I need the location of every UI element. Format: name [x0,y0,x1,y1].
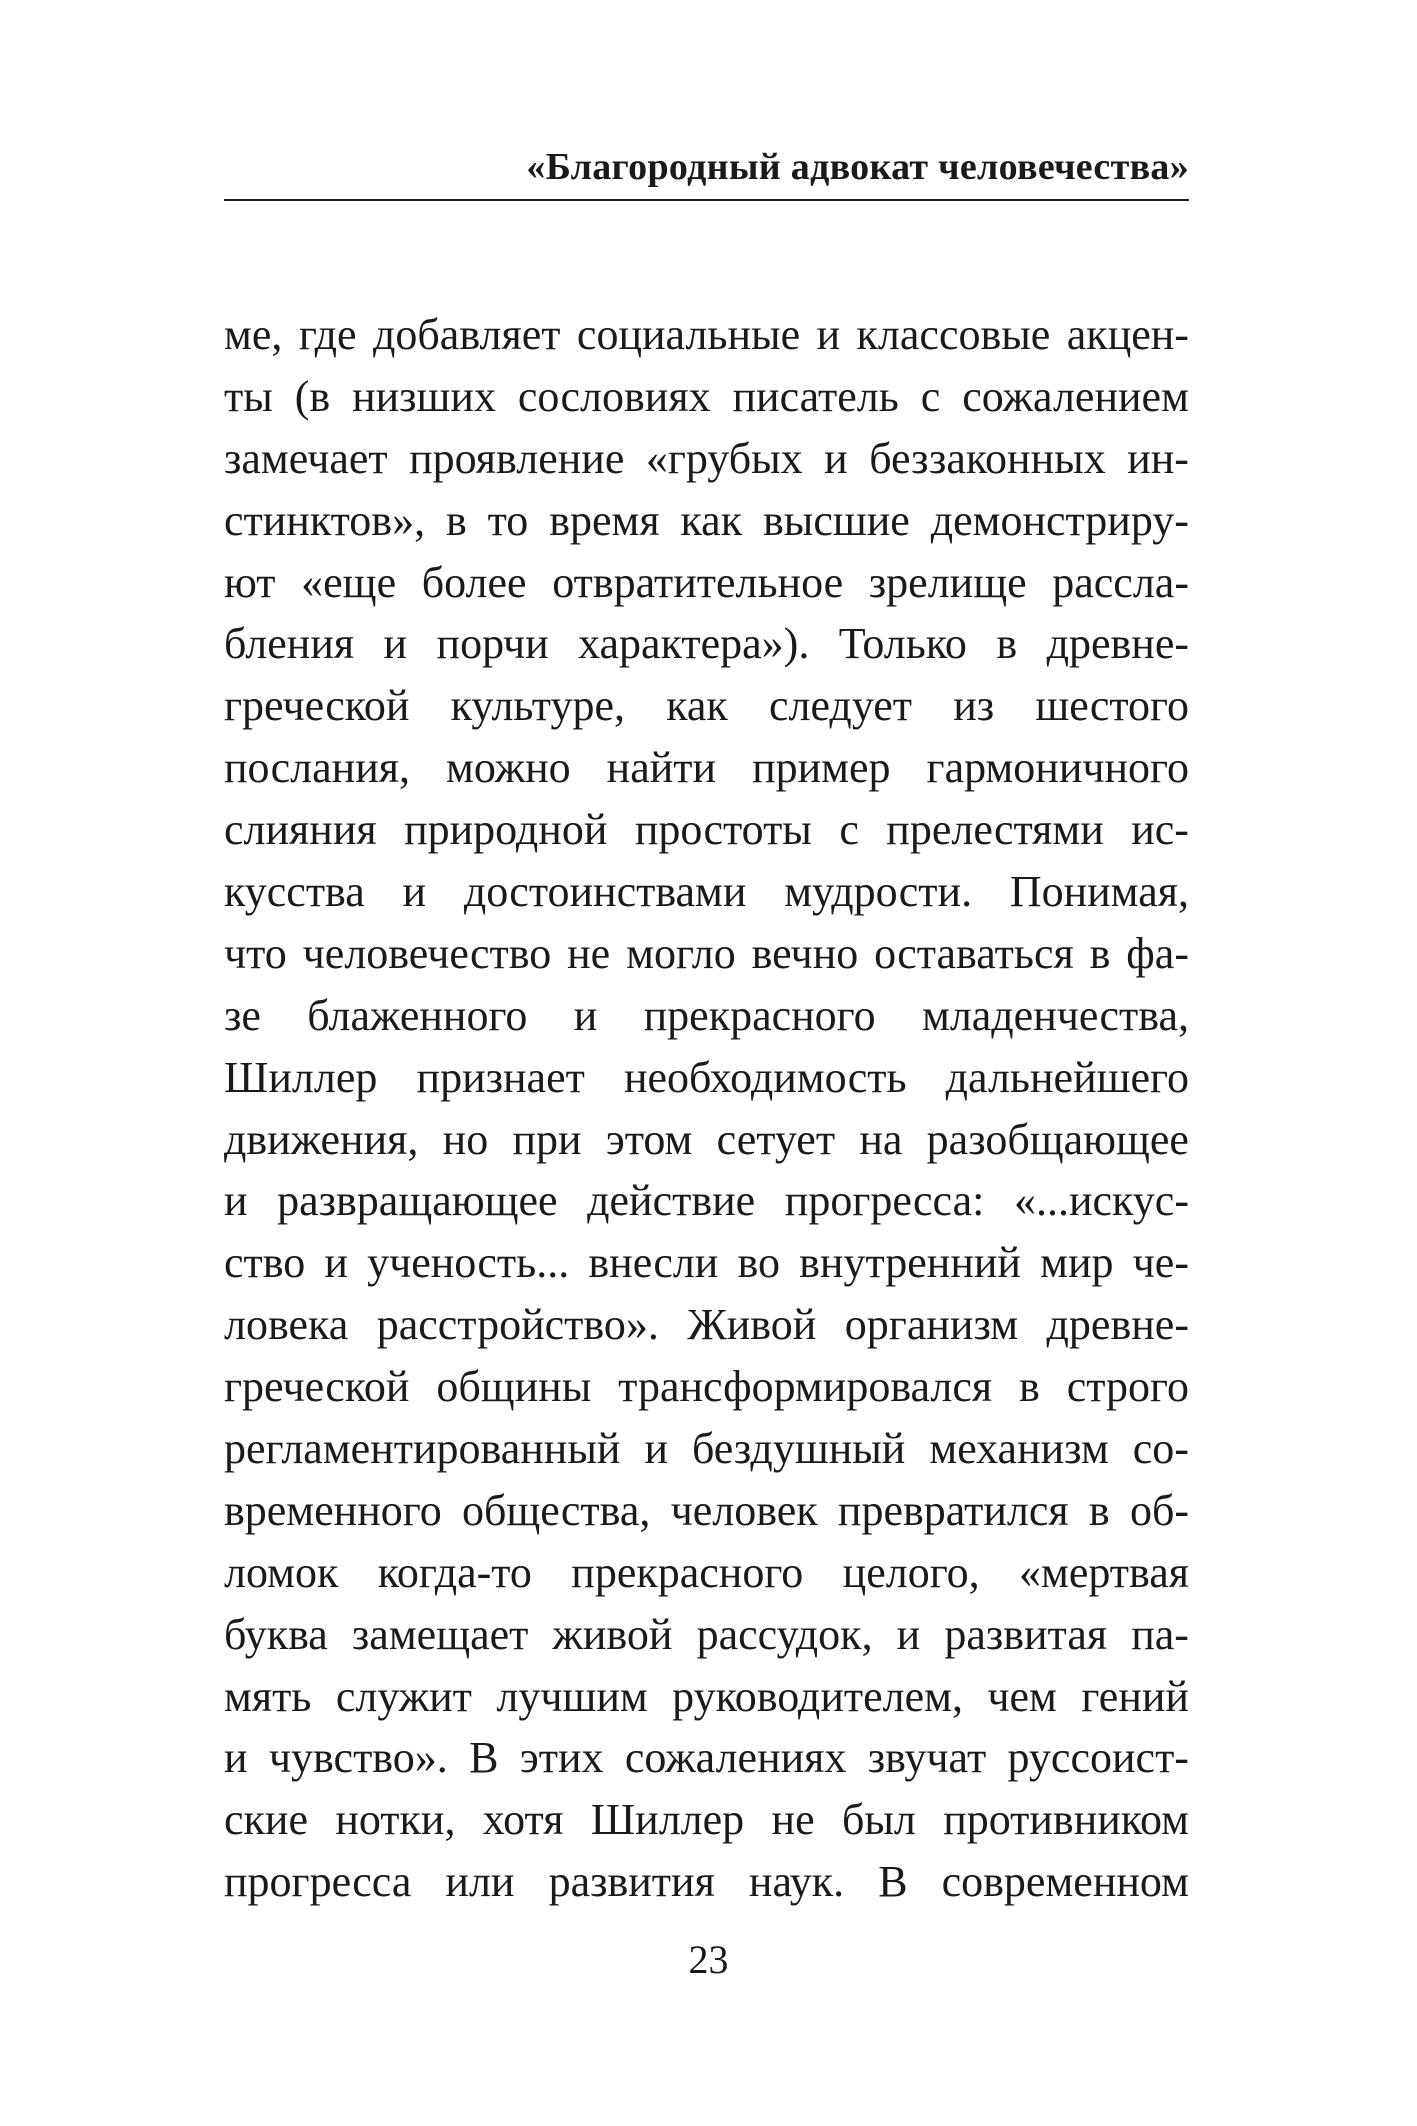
text-line: греческой общины трансформировался в строго [224,1362,1189,1412]
text-line: ют «еще более отвратительное зрелище рассла- [224,557,1189,607]
text-line: регламентированный и бездушный механизм со- [224,1424,1189,1474]
text-line: движения, но при этом сетует на разобщающее [224,1114,1189,1164]
text-line: Шиллер признает необходимость дальнейшего [224,1052,1189,1102]
text-line: ство и ученость... внесли во внутренний мир че- [224,1238,1189,1288]
text-line: бления и порчи характера»). Только в древне- [224,619,1189,669]
text-line: буква замещает живой рассудок, и развитая па- [224,1609,1189,1659]
running-header: «Благородный адвокат человечества» [526,146,1189,188]
body-text [224,304,1189,1913]
text-line: прогресса или развития наук. В современном [224,1857,1189,1907]
text-line: мять служит лучшим руководителем, чем гений [224,1671,1189,1721]
text-line: и чувство». В этих сожалениях звучат руссоист- [224,1733,1189,1783]
text-line: что человечество не могло вечно оставаться в фа- [224,928,1189,978]
text-line: греческой культуре, как следует из шестого [224,681,1189,731]
text-line: ские нотки, хотя Шиллер не был противником [224,1795,1189,1845]
header-rule [224,199,1189,201]
text-line: кусства и достоинствами мудрости. Понимая, [224,867,1189,917]
text-line: послания, можно найти пример гармоничного [224,743,1189,793]
text-line: ме, где добавляет социальные и классовые акцен- [224,310,1189,359]
text-line: ловека расстройство». Живой организм древне- [224,1300,1189,1350]
text-line: замечает проявление «грубых и беззаконных ин- [224,433,1189,483]
text-line: ломок когда-то прекрасного целого, «мертвая [224,1547,1189,1597]
text-line: слияния природной простоты с прелестями ис- [224,805,1189,855]
text-line: и развращающее действие прогресса: «...искус- [224,1176,1189,1226]
text-line: ты (в низших сословиях писатель с сожалением [224,371,1189,421]
text-line: зе блаженного и прекрасного младенчества, [224,990,1189,1040]
page-number: 23 [688,1937,729,1982]
text-line: стинктов», в то время как высшие демонстриру- [224,495,1189,545]
text-line: временного общества, человек превратился в об- [224,1485,1189,1535]
